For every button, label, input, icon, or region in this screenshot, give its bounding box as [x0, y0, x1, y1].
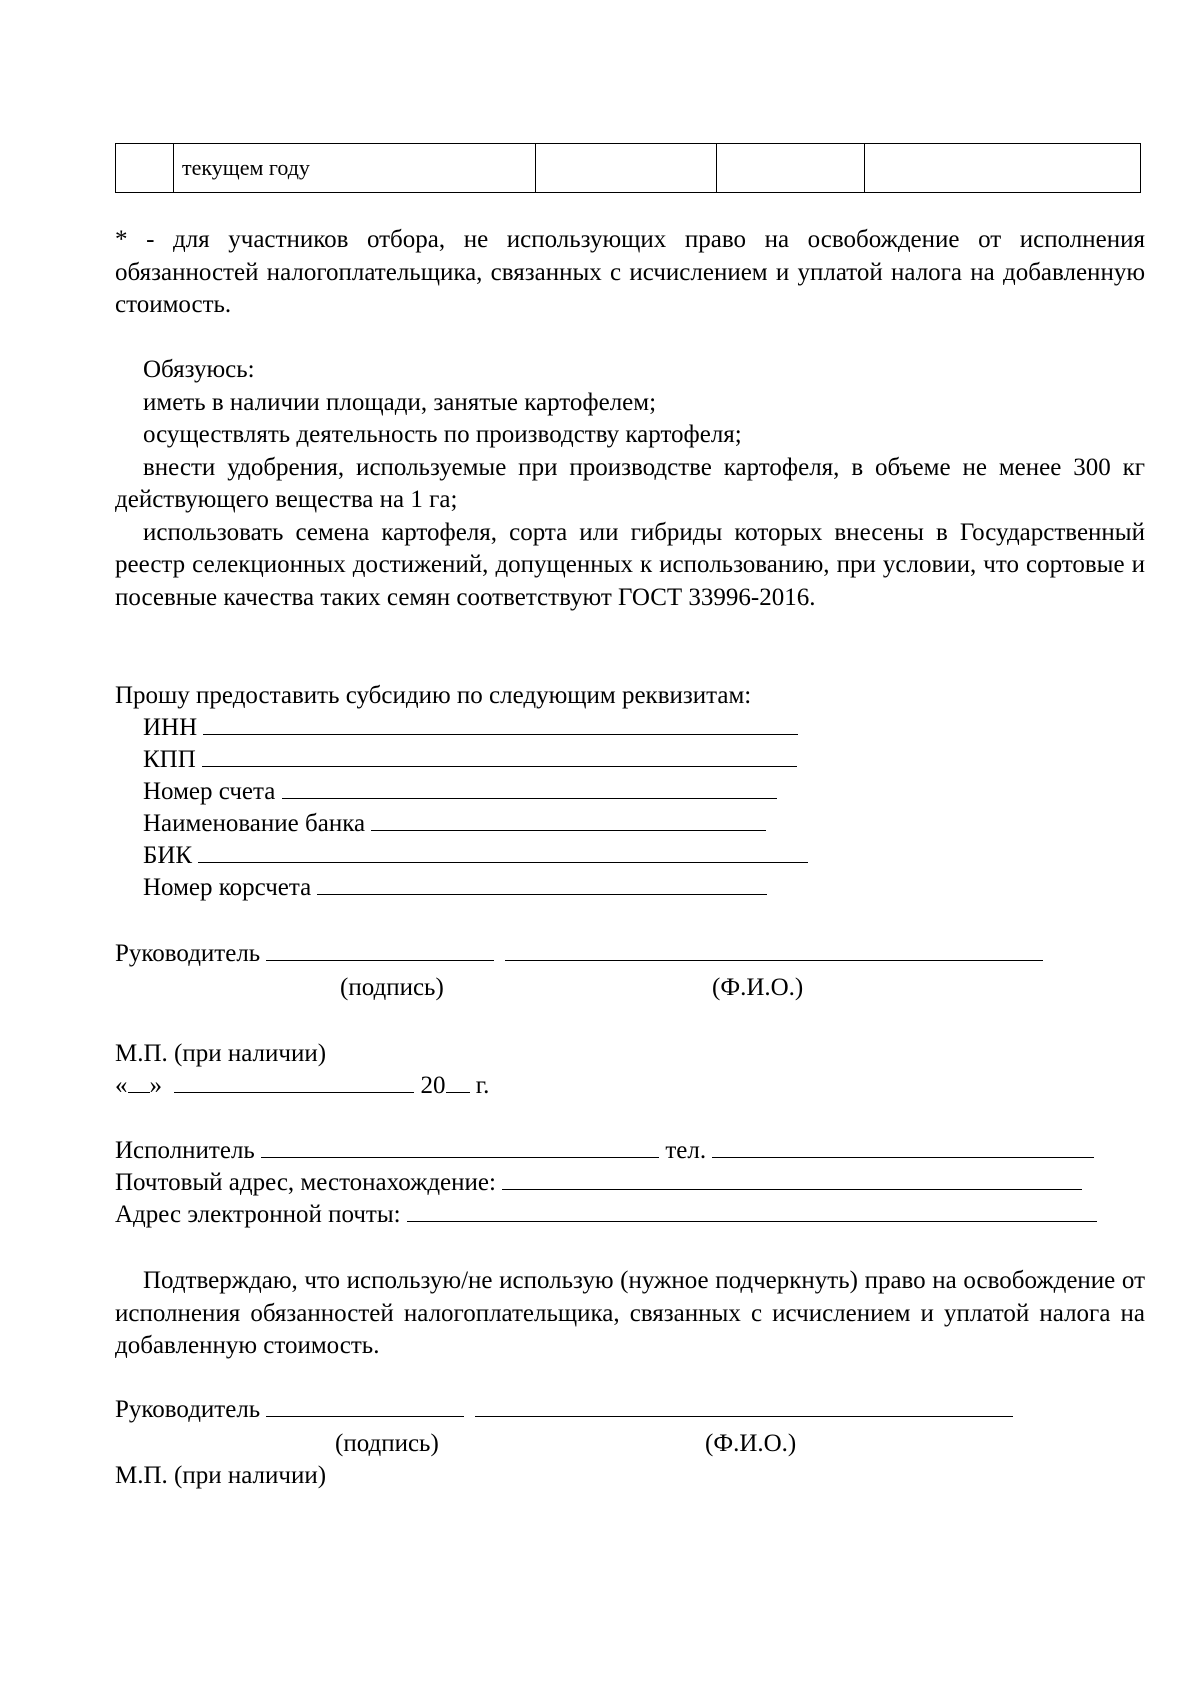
phone-blank[interactable] [712, 1135, 1094, 1158]
signature-blank[interactable] [266, 938, 494, 961]
obligation-item: внести удобрения, используемые при производстве картофеля, в объеме не менее 300 кг действующего вещества на 1 га; [115, 453, 1145, 513]
confirmation [115, 1265, 1145, 1363]
field-label: ИНН [143, 714, 198, 741]
obligations-heading: Обязуюсь: [143, 356, 255, 383]
field-kpp [143, 744, 797, 776]
postal-label: Почтовый адрес, местонахождение: [115, 1169, 496, 1196]
day-blank[interactable] [128, 1070, 150, 1093]
table-cell [536, 144, 717, 193]
field-account [143, 776, 777, 808]
field-corr-account [143, 872, 767, 904]
signature-block-2 [115, 1394, 1013, 1426]
field-label: Номер корсчета [143, 874, 312, 901]
executor-label: Исполнитель [115, 1137, 255, 1164]
account-blank[interactable] [282, 776, 777, 799]
executor-line [115, 1135, 1094, 1167]
field-bik [143, 840, 808, 872]
name-caption: (Ф.И.О.) [712, 974, 804, 1001]
date-open-quote: « [115, 1072, 128, 1099]
field-bank-name [143, 808, 766, 840]
name-blank[interactable] [475, 1394, 1013, 1417]
obligation-item: осуществлять деятельность по производству картофеля; [143, 421, 742, 448]
executor-blank[interactable] [261, 1135, 659, 1158]
obligations-section [115, 354, 1145, 614]
year-suffix: г. [475, 1072, 490, 1099]
month-blank[interactable] [174, 1070, 414, 1093]
field-label: БИК [143, 842, 193, 869]
signature-caption: (подпись) [340, 974, 444, 1001]
field-label: Номер счета [143, 778, 276, 805]
field-label: КПП [143, 746, 196, 773]
stamp-note-2: М.П. (при наличии) [115, 1462, 327, 1489]
signature-block [115, 938, 1043, 970]
email-label: Адрес электронной почты: [115, 1201, 401, 1228]
postal-line [115, 1167, 1082, 1199]
date-close-quote: » [149, 1072, 162, 1099]
stamp-note: М.П. (при наличии) [115, 1040, 327, 1067]
table-cell [116, 144, 174, 193]
year-blank[interactable] [446, 1070, 470, 1093]
signature-label: Руководитель [115, 1396, 261, 1423]
email-blank[interactable] [407, 1199, 1097, 1222]
signature-blank[interactable] [266, 1394, 464, 1417]
postal-blank[interactable] [502, 1167, 1082, 1190]
footnote [115, 224, 1145, 322]
name-caption: (Ф.И.О.) [705, 1430, 797, 1457]
kpp-blank[interactable] [202, 744, 797, 767]
table-cell [865, 144, 1141, 193]
table-cell [717, 144, 865, 193]
name-blank[interactable] [505, 938, 1043, 961]
corr-account-blank[interactable] [317, 872, 767, 895]
signature-caption: (подпись) [335, 1430, 439, 1457]
bank-name-blank[interactable] [371, 808, 766, 831]
bik-blank[interactable] [198, 840, 808, 863]
obligation-item: иметь в наличии площади, занятые картофелем; [143, 388, 657, 416]
signature-label: Руководитель [115, 940, 261, 967]
requisites-heading: Прошу предоставить субсидию по следующим реквизитам: [115, 682, 752, 709]
field-inn [143, 712, 798, 744]
table-row [116, 144, 1141, 193]
confirmation-text: Подтверждаю, что использую/не использую (нужное подчеркнуть) право на освобождение от исполнения обязанностей налогоплательщика, связанных с исчислением и уплатой налога на добавленную стоимость. [115, 1267, 1145, 1359]
obligation-item: использовать семена картофеля, сорта или гибриды которых внесены в Государственный реестр селекционных достижений, допущенных к использованию, при условии, что сортовые и посевные качества таких семян соответствуют ГОСТ 33996-2016. [115, 518, 1145, 611]
year-prefix: 20 [420, 1072, 446, 1099]
date-line [115, 1070, 489, 1102]
phone-label: тел. [665, 1137, 707, 1164]
table-cell: текущем году [174, 144, 536, 193]
email-line [115, 1199, 1097, 1231]
field-label: Наименование банка [143, 810, 366, 837]
footnote-text: * - для участников отбора, не использующих право на освобождение от исполнения обязанностей налогоплательщика, связанных с исчислением и уплатой налога на добавленную стоимость. [115, 226, 1145, 318]
data-table [115, 143, 1141, 193]
inn-blank[interactable] [203, 712, 798, 735]
